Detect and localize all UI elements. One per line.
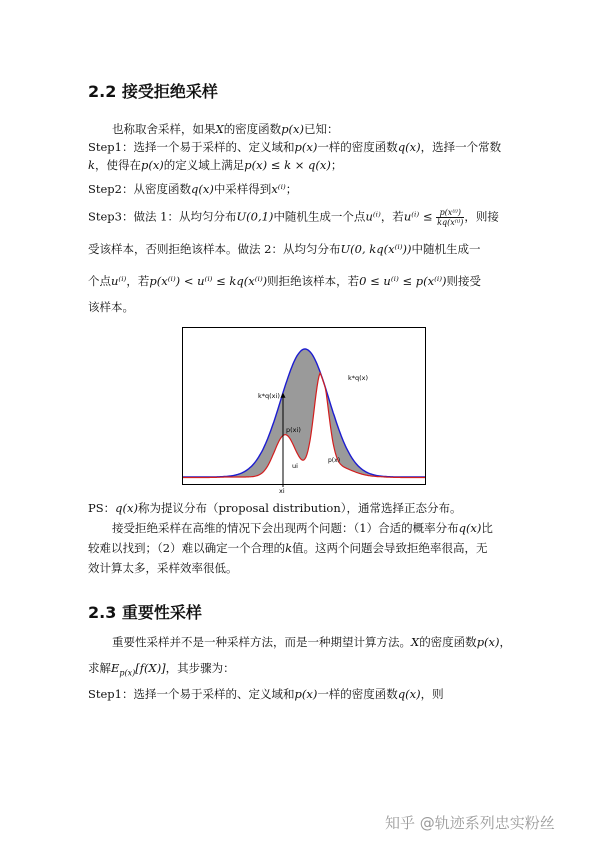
step3-line-3: 个点u⁽ⁱ⁾，若p(x⁽ⁱ⁾) < u⁽ⁱ⁾ ≤ kq(x⁽ⁱ⁾)则拒绝该样本，若0 ≤ u⁽ⁱ⁾ ≤ p(x⁽ⁱ⁾)则接受: [88, 274, 482, 288]
rejection-sampling-figure: [182, 327, 432, 497]
intro-line: 也称取舍采样，如果X的密度函数p(x)已知：: [112, 122, 339, 136]
label-px: p(x): [328, 457, 341, 464]
section-heading-2-3: 2.3 重要性采样: [88, 603, 202, 622]
acceptance-ratio-fraction: $\frac{\text{p(x⁽ⁱ⁾)}}{\text{kq(x⁽ⁱ⁾)}}$: [437, 208, 464, 227]
importance-line-1: 重要性采样并不是一种采样方法，而是一种期望计算方法。X的密度函数p(x)，: [112, 635, 512, 649]
label-xi: xi: [279, 487, 285, 495]
step2-line: Step2：从密度函数q(x)中采样得到x⁽ⁱ⁾；: [88, 182, 298, 196]
problems-line-3: 效计算太多，采样效率很低。: [88, 561, 238, 575]
section-heading-2-2: 2.2 接受拒绝采样: [88, 82, 218, 101]
label-ui: ui: [292, 462, 298, 470]
label-kqx: k*q(x): [348, 374, 369, 382]
step1-line-1: Step1：选择一个易于采样的、定义域和p(x)一样的密度函数q(x)，选择一个常数: [88, 140, 502, 154]
problems-line-1: 接受拒绝采样在高维的情况下会出现两个问题：（1）合适的概率分布q(x)比: [112, 521, 493, 535]
problems-line-2: 较难以找到；（2）难以确定一个合理的k值。这两个问题会导致拒绝率很高，无: [88, 541, 488, 555]
importance-step1-line: Step1：选择一个易于采样的、定义域和p(x)一样的密度函数q(x)，则: [88, 687, 444, 701]
label-kqxi: k*q(xi): [258, 392, 280, 400]
step3-line-4: 该样本。: [88, 300, 134, 314]
importance-line-2: 求解$E_{p(x)}[f(X)]$，其步骤为：: [88, 661, 235, 678]
zhihu-watermark: 知乎 @轨迹系列忠实粉丝: [385, 814, 555, 832]
step3-line-2: 受该样本，否则拒绝该样本。做法 2：从均匀分布U(0, kq(x⁽ⁱ⁾))中随机生成一: [88, 242, 481, 256]
step3-line-1: Step3：做法 1：从均匀分布U(0,1)中随机生成一个点u⁽ⁱ⁾，若u⁽ⁱ⁾ ≤ $\frac{\text{p(x⁽ⁱ⁾)}}{\text{kq(x⁽ⁱ⁾)}}$ ，则接: [88, 208, 499, 227]
step1-line-2: k，使得在p(x)的定义域上满足p(x) ≤ k × q(x)；: [88, 158, 343, 172]
label-pxi: p(xi): [286, 426, 301, 434]
ps-line: PS：q(x)称为提议分布（proposal distribution），通常选择正态分布。: [88, 501, 462, 515]
